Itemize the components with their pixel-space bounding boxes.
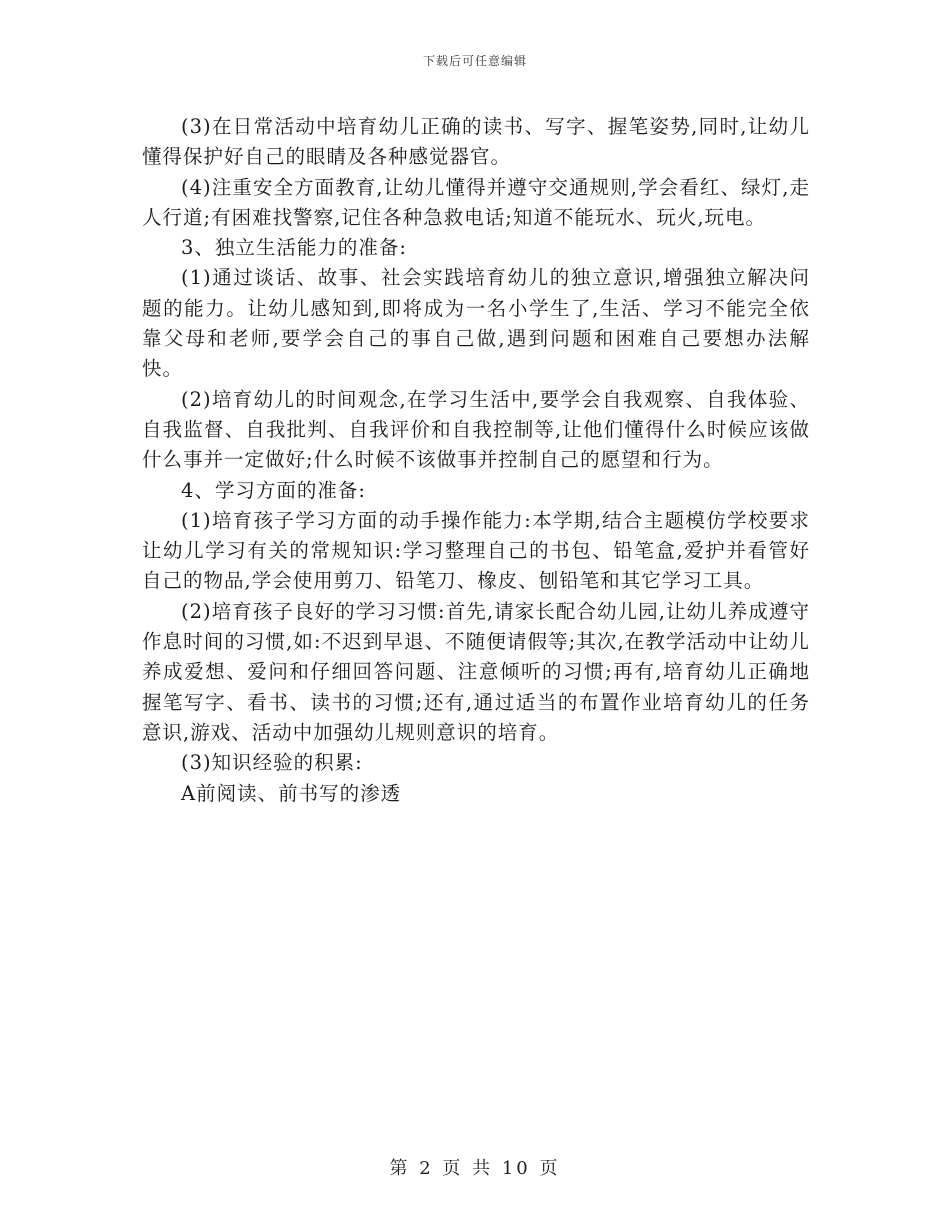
- page-number: 第 2 页 共 10 页: [389, 1158, 561, 1179]
- paragraph-8: A前阅读、前书写的渗透: [181, 781, 402, 805]
- section-heading-3: 3、独立生活能力的准备:: [181, 236, 407, 260]
- paragraph-1: (3)在日常活动中培育幼儿正确的读书、写字、握笔姿势,同时,让幼儿懂得保护好自己的眼睛及各种感觉器官。: [142, 115, 810, 169]
- paragraph-5: (1)培育孩子学习方面的动手操作能力:本学期,结合主题模仿学校要求让幼儿学习有关的常规知识:学习整理自己的书包、铅笔盒,爱护并看管好自己的物品,学会使用剪刀、铅笔刀、橡皮、刨铅笔和其它学习工具。: [142, 508, 810, 593]
- page-header: 下载后可任意编辑: [422, 54, 527, 68]
- paragraph-2: (4)注重安全方面教育,让幼儿懂得并遵守交通规则,学会看红、绿灯,走人行道;有困难找警察,记住各种急救电话;知道不能玩水、玩火,玩电。: [142, 175, 810, 229]
- document-body: [142, 112, 810, 809]
- paragraph-7: (3)知识经验的积累:: [181, 751, 363, 775]
- paragraph-4: (2)培育幼儿的时间观念,在学习生活中,要学会自我观察、自我体验、自我监督、自我批判、自我评价和自我控制等,让他们懂得什么时候应该做什么事并一定做好;什么时候不该做事并控制自己的愿望和行为。: [142, 387, 810, 472]
- paragraph-3: (1)通过谈话、故事、社会实践培育幼儿的独立意识,增强独立解决问题的能力。让幼儿感知到,即将成为一名小学生了,生活、学习不能完全依靠父母和老师,要学会自己的事自己做,遇到问题和困难自己要想办法解快。: [142, 266, 810, 381]
- section-heading-4: 4、学习方面的准备:: [181, 478, 366, 502]
- paragraph-6: (2)培育孩子良好的学习习惯:首先,请家长配合幼儿园,让幼儿养成遵守作息时间的习惯,如:不迟到早退、不随便请假等;其次,在教学活动中让幼儿养成爱想、爱问和仔细回答问题、注意倾听的习惯;再有,培育幼儿正确地握笔写字、看书、读书的习惯;还有,通过适当的布置作业培育幼儿的任务意识,游戏、活动中加强幼儿规则意识的培育。: [142, 599, 810, 744]
